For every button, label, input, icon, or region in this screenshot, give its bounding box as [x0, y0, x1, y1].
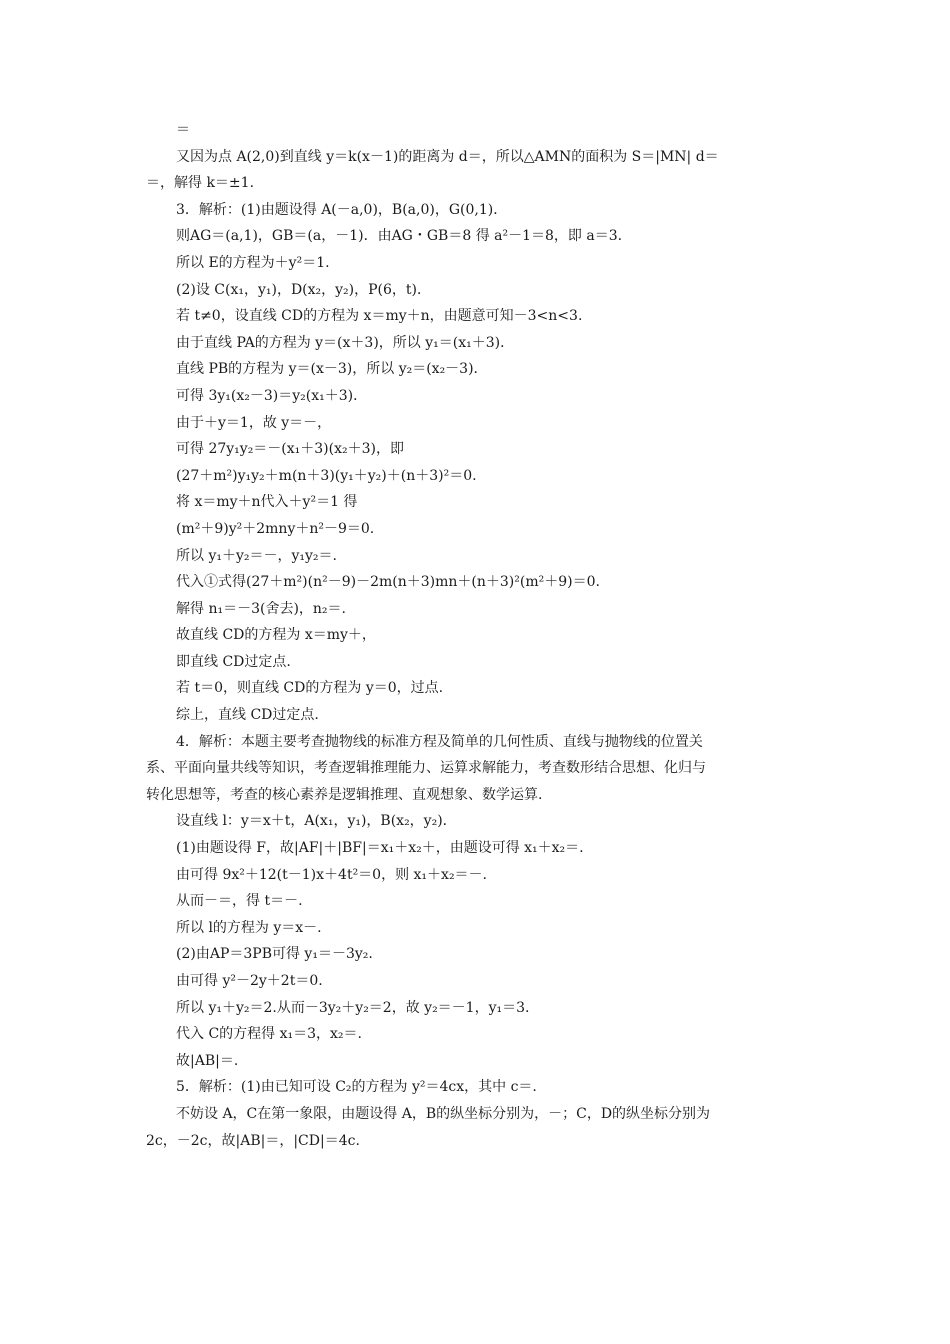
text-line: 则AG＝(a,1)，GB＝(a，－1)．由AG・GB＝8 得 a²－1＝8，即 a＝3. — [176, 228, 623, 245]
text-line: 由于直线 PA的方程为 y＝(x＋3)，所以 y₁＝(x₁＋3)． — [176, 334, 515, 351]
text-line: 由可得 y²－2y＋2t＝0. — [176, 973, 323, 989]
text-line: 4．解析：本题主要考查抛物线的标准方程及简单的几何性质、直线与抛物线的位置关 — [176, 733, 703, 750]
text-line: (2)设 C(x₁，y₁)，D(x₂，y₂)，P(6，t)． — [176, 281, 432, 298]
text-line: 由于＋y＝1，故 y＝－， — [176, 414, 332, 431]
text-line: 代入①式得(27＋m²)(n²－9)－2m(n＋3)mn＋(n＋3)²(m²＋9)＝0. — [176, 574, 600, 591]
text-line: (2)由AP＝3PB可得 y₁＝－3y₂. — [176, 946, 373, 963]
text-line: 所以 l的方程为 y＝x－. — [176, 919, 322, 936]
text-line: 不妨设 A，C在第一象限，由题设得 A，B的纵坐标分别为，－；C，D的纵坐标分别为 — [176, 1105, 711, 1122]
text-line: 故直线 CD的方程为 x＝my＋， — [176, 627, 376, 644]
text-line: 直线 PB的方程为 y＝(x－3)，所以 y₂＝(x₂－3)． — [176, 361, 488, 378]
text-line: 从而－＝，得 t＝－. — [176, 893, 303, 910]
text-line: 设直线 l：y＝x＋t，A(x₁，y₁)，B(x₂，y₂)． — [176, 813, 457, 830]
text-line: 所以 y₁＋y₂＝2.从而－3y₂＋y₂＝2，故 y₂＝－1，y₁＝3. — [176, 999, 530, 1016]
text-line: 若 t≠0，设直线 CD的方程为 x＝my＋n，由题意可知－3<n<3. — [176, 308, 583, 325]
text-line: 故|AB|＝. — [176, 1052, 239, 1069]
text-line: 2c，－2c，故|AB|＝，|CD|＝4c. — [146, 1132, 360, 1149]
text-line: 将 x＝my＋n代入＋y²＝1 得 — [176, 494, 358, 511]
text-line: (27＋m²)y₁y₂＋m(n＋3)(y₁＋y₂)＋(n＋3)²＝0. — [176, 467, 477, 484]
text-line: 转化思想等，考查的核心素养是逻辑推理、直观想象、数学运算. — [146, 786, 543, 803]
text-line: 解得 n₁＝－3(舍去)，n₂＝. — [176, 600, 346, 617]
text-line: 3．解析：(1)由题设得 A(－a,0)，B(a,0)，G(0,1)． — [176, 201, 508, 218]
text-line: 5．解析：(1)由已知可设 C₂的方程为 y²＝4cx，其中 c＝. — [176, 1079, 537, 1096]
text-line: 又因为点 A(2,0)到直线 y＝k(x－1)的距离为 d＝，所以△AMN的面积为 S＝|MN| d＝ — [176, 148, 719, 165]
text-line: (m²＋9)y²＋2mny＋n²－9＝0. — [176, 520, 375, 537]
text-line: 系、平面向量共线等知识，考查逻辑推理能力、运算求解能力，考查数形结合思想、化归与 — [146, 760, 706, 777]
text-line: ＝ — [176, 122, 190, 138]
solution-text — [146, 117, 812, 1154]
text-line: 若 t＝0，则直线 CD的方程为 y＝0，过点. — [176, 680, 444, 697]
text-line: 代入 C的方程得 x₁＝3，x₂＝. — [176, 1026, 362, 1043]
text-line: 综上，直线 CD过定点. — [176, 707, 319, 724]
text-line: 可得 27y₁y₂＝－(x₁＋3)(x₂＋3)，即 — [176, 441, 404, 458]
text-line: 所以 E的方程为＋y²＝1. — [176, 254, 330, 271]
text-line: 由可得 9x²＋12(t－1)x＋4t²＝0，则 x₁＋x₂＝－. — [176, 866, 488, 883]
text-line: (1)由题设得 F，故|AF|＋|BF|＝x₁＋x₂＋，由题设可得 x₁＋x₂＝. — [176, 840, 584, 857]
text-line: ＝，解得 k＝±1. — [146, 175, 255, 192]
text-line: 即直线 CD过定点. — [176, 653, 291, 670]
text-line: 可得 3y₁(x₂－3)＝y₂(x₁＋3)． — [176, 387, 368, 404]
text-line: 所以 y₁＋y₂＝－，y₁y₂＝. — [176, 547, 337, 564]
